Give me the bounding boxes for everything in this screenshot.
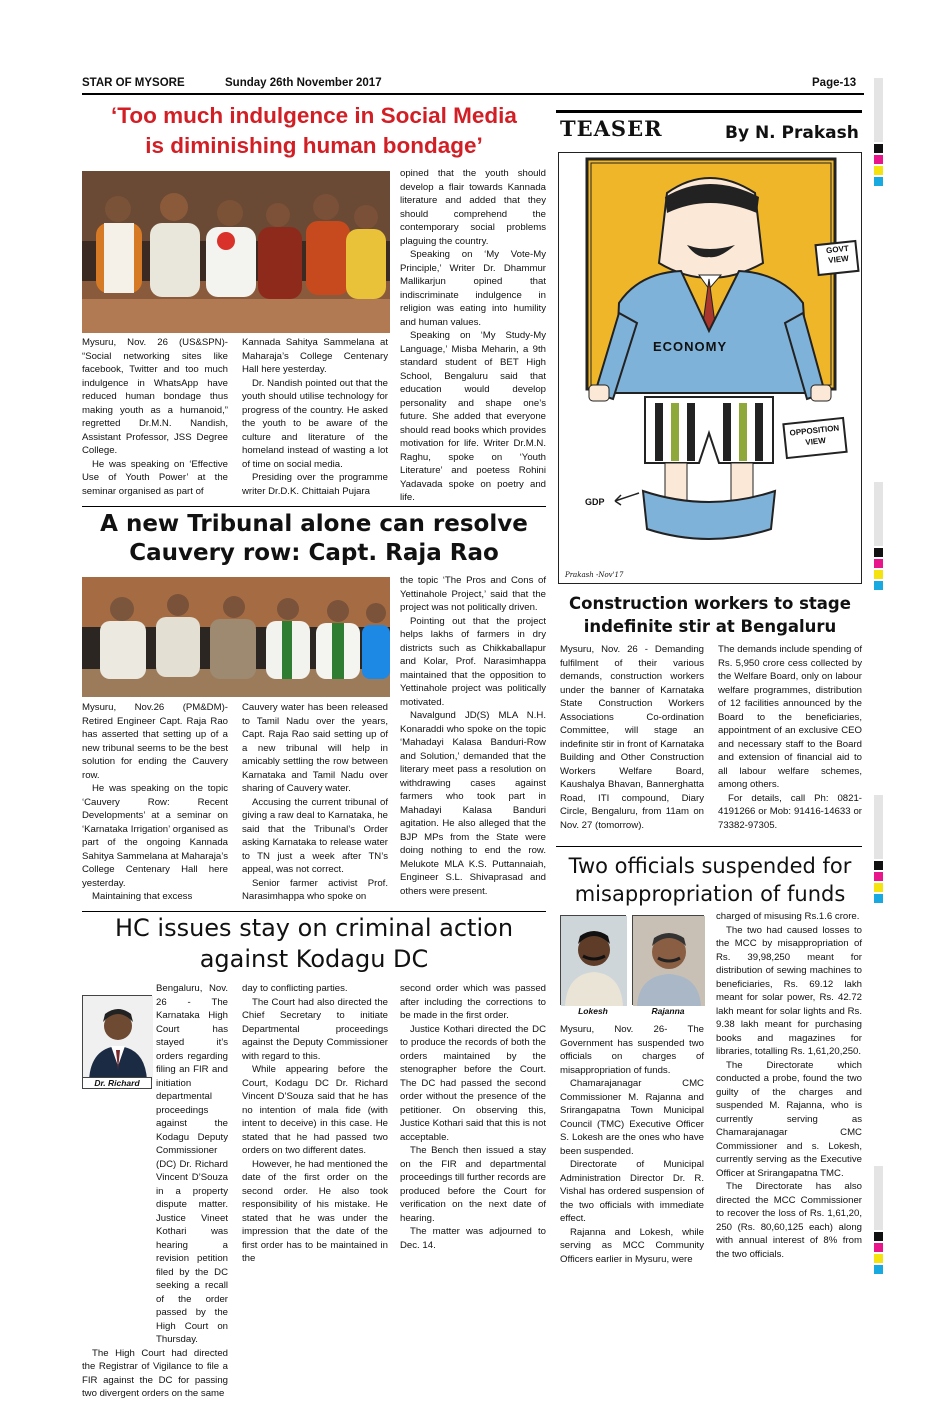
story5-col2-p3: The Directorate which conducted a probe, found the two guilty of the charges and suspended M. Rajanna, who is currently serving as Chamarajanagar CMC Commissioner and s. Lokesh, currently serving as the Executive Officer at Srirangapatna TMC. (716, 1059, 862, 1179)
story5-col2 (716, 910, 862, 1261)
story4-col3-p1: second order which was passed after including the corrections to be made in the first order. (400, 983, 546, 1021)
story1-col1-p1: Mysuru, Nov. 26 (US&SPN)- “Social networking sites like facebook, Twitter and too much indulgence in WhatsApp have reduced human bondage thus making youth as a humanoid,” regretted Dr.M.N. Nandish, Assistant Professor, JSS Degree College. (82, 337, 228, 456)
story4-col2-p2: The Court had also directed the Chief Secretary to initiate Departmental proceedings against the Deputy Commissioner with regard to this. (242, 996, 388, 1062)
story3-divider (556, 846, 862, 847)
story5-col2-p2: The two had caused losses to the MCC by misappropriation of Rs. 39,98,250 meant for distribution of sewing machines to beneficiaries, Rs. 69.12 lakh meant for solar power, Rs. 42.72 lakh meant for solar lights and Rs. 9.38 lakh meant for purchasing books and magazines for libraries, totalling Rs. 1,61,20,250. (716, 924, 862, 1057)
story2-col2-p2: Accusing the current tribunal of giving a raw deal to Karnataka, he said that the Tribunal’s Order asking Karnataka to release water to TN just a week after TN’s appeal, was not correct. (242, 796, 388, 875)
story1-col3-p1: opined that the youth should develop a flair towards Kannada literature and added that they should comprehend the contemporary social problems plaguing the country. (400, 168, 546, 247)
story3-headline-line1: Construction workers to stage (569, 594, 851, 613)
story2-headline-line1: A new Tribunal alone can resolve (100, 511, 528, 537)
story3-col2 (718, 643, 862, 832)
cartoon-signature: Prakash -Nov'17 (565, 571, 624, 579)
story4-col3-p4: The matter was adjourned to Dec. 14. (400, 1226, 546, 1251)
story4-col1-p2: The High Court had directed the Registrar of Vigilance to file a FIR against the DC for passing two divergent orders on the same (82, 1347, 228, 1399)
story2-col1 (82, 701, 228, 904)
story1-headline-line2: is diminishing human bondage’ (145, 133, 483, 158)
story5-headline-line2: misappropriation of funds (574, 882, 846, 906)
story2-col3-p2: Pointing out that the project helps lakhs of farmers in dry districts such as Chikkaballapur and Kolar, Prof. Narasimhappa maintained that the opposition to Yettinahole project was politically motivated. (400, 615, 546, 708)
story5-col1 (560, 1023, 704, 1266)
story2-headline (82, 510, 546, 568)
story5-col2-p1: charged of misusing Rs.1.6 crore. (716, 911, 860, 922)
story3-col1-p1: Mysuru, Nov. 26 - Demanding fulfilment of their various demands, construction workers under the banner of Karnataka State Construction Workers Associations Co-ordination Committee, will stage an indefinite stir in front of Karnataka Building and Other Construction Workers Welfare Board, Kaushalya Bhavan, Bannerghatta Road, ITI compound, Diary Circle, Bengaluru, from 11am on Nov. 27 (tomorrow). (560, 644, 704, 831)
story4-col2-p1: day to conflicting parties. (242, 983, 348, 994)
story2-photo (82, 577, 390, 697)
story1-headline (82, 101, 546, 161)
story2-col3-p1: the topic ‘The Pros and Cons of Yettinahole Project,’ said that the project was not politically driven. (400, 575, 546, 613)
story4-col3-p3: The Bench then issued a stay on the FIR and departmental proceedings till further records are produced before the Court for verification on the next date of hearing. (400, 1145, 546, 1224)
story1-divider (82, 506, 546, 507)
story2-headline-line2: Cauvery row: Capt. Raja Rao (129, 540, 499, 566)
story3-col1 (560, 643, 704, 832)
story3-col2-p1: The demands include spending of Rs. 5,950 crore cess collected by the Welfare Board, only on labour welfare programmes, distribution of 12 facilities announced by the Board to the beneficiaries, appointment of an exclusive CEO and necessary staff to the Board and extension of financial aid to all labour welfare schemes, among others. (718, 644, 863, 790)
story5-photo-lokesh (560, 915, 626, 1005)
story4-col1 (82, 982, 228, 1401)
story5-caption-rajanna: Rajanna (651, 1006, 685, 1016)
teaser-byline: By N. Prakash (725, 123, 859, 143)
masthead-page: Page-13 (812, 77, 857, 89)
story3-col2-p2: For details, call Ph: 0821-4191266 or Mob: 91416-14633 or 73382-97305. (718, 792, 862, 831)
story1-col1-p2: He was speaking on ‘Effective Use of Youth Power’ at the seminar organised as part of (82, 458, 228, 497)
story4-headline (82, 913, 546, 975)
story4-col3 (400, 982, 546, 1252)
story4-col3-p2: Justice Kothari directed the DC to produce the records of both the orders maintained by the stenographer before the Court. The DC had passed the second order without the presence of the petitioner. On observing this, Justice Kothari said that this is not acceptable. (400, 1023, 546, 1143)
story2-col3-p3: Navalgund JD(S) MLA N.H. Konaraddi who spoke on the topic ‘Mahadayi Kalasa Banduri-Row and Solution,’ demanded that the literary meet pass a resolution on withdrawing cases against farmers who took part in Mahadayi Kalasa Banduri agitation. He also alleged that the BJP MPs from the State were doing nothing to end the row. Melukote MLA K.S. Puttannaiah, Engineer S.L. Shivaprasad and others were present. (400, 710, 546, 897)
story1-col2-p1: Kannada Sahitya Sammelana at Maharaja’s College Centenary Hall here yesterday. (242, 337, 388, 375)
story2-col3 (400, 574, 546, 898)
cartoon-label-govt-view: GOVT VIEW (825, 243, 850, 266)
teaser-top-rule (556, 110, 862, 113)
teaser-cartoon (558, 152, 862, 584)
masthead-paper: STAR OF MYSORE (82, 77, 185, 89)
story1-col2-p2: Dr. Nandish pointed out that the youth should utilise technology for progress of the country. He asked the youth to be aware of the culture and literature of the homeland instead of wasting a lot of time on social media. (242, 377, 388, 470)
story5-col2-p4: The Directorate has also directed the MCC Commissioner to recover the loss of Rs. 1,61,20, 250 (Rs. 80,60,125 each) along with annual interest of 8% from the two officials. (716, 1181, 862, 1260)
story3-headline (556, 592, 864, 638)
story2-col2 (242, 701, 388, 904)
story1-col3-p2: Speaking on ‘My Vote-My Principle,’ Writer Dr. Dhammur Mallikarjun opined that indiscriminate indulgence in religion was eating into humility and human values. (400, 249, 546, 328)
cartoon-label-gdp: GDP (585, 497, 605, 507)
story1-col2 (242, 336, 388, 498)
cartoon-label-opposition-view: OPPOSITION VIEW (789, 423, 840, 448)
story1-col3 (400, 167, 546, 505)
story4-col2 (242, 982, 388, 1266)
story5-col1-p2: Chamarajanagar CMC Commissioner M. Rajanna and Srirangapatna Town Municipal Council (TMC) Executive Officer S. Lokesh are the ones who have been suspended. (560, 1078, 704, 1157)
story1-col1 (82, 336, 228, 498)
story5-photo-rajanna (632, 915, 704, 1005)
story5-headline (556, 852, 864, 908)
story2-col2-p3: Senior farmer activist Prof. Narasimhappa who spoke on (242, 877, 388, 902)
story1-photo (82, 171, 390, 333)
story5-col1-p1: Mysuru, Nov. 26- The Government has suspended two officials on charges of misappropriation of funds. (560, 1024, 704, 1076)
story4-photo-caption: Dr. Richard (82, 1077, 152, 1089)
masthead-rule (82, 93, 864, 95)
masthead-date: Sunday 26th November 2017 (225, 77, 382, 89)
story1-col2-p3: Presiding over the programme writer Dr.D.K. Chittaiah Pujara (242, 472, 388, 497)
story5-caption-lokesh: Lokesh (578, 1006, 608, 1016)
story4-headline-line2: against Kodagu DC (199, 945, 429, 973)
story5-col1-p4: Rajanna and Lokesh, while serving as MCC Community Officers earlier in Mysuru, were (560, 1226, 704, 1265)
story4-col2-p4: However, he had mentioned the date of the first order on the second order. He also took responsibility of his mistake. He stated that he was under the impression that the date of the first order has to be maintained in the (242, 1158, 388, 1264)
story2-divider (82, 911, 546, 912)
teaser-title: TEASER (560, 116, 663, 141)
story1-headline-line1: ‘Too much indulgence in Social Media (111, 103, 517, 128)
story2-col1-p1: Mysuru, Nov.26 (PM&DM)- Retired Engineer Capt. Raja Rao has asserted that setting up of a new tribunal seems to be the best solution for ending the Cauvery row. (82, 702, 228, 781)
story4-col2-p3: While appearing before the Court, Kodagu DC Dr. Richard Vincent D’Souza said that he has no intention of mala fide (with intent to deceive) in this case. He stated that he had passed two orders on two different dates. (242, 1064, 388, 1156)
story5-col1-p3: Directorate of Municipal Administration Director Dr. R. Vishal has ordered suspension of the two officials with immediate effect. (560, 1159, 704, 1224)
cartoon-label-economy: ECONOMY (653, 339, 728, 354)
story3-headline-line2: indefinite stir at Bengaluru (583, 617, 837, 636)
story2-col2-p1: Cauvery water has been released to Tamil Nadu over the years, Capt. Raja Rao said setting up of a new tribunal will help in amicably settling the row between Karnataka and Tamil Nadu over sharing of Cauvery water. (242, 702, 388, 794)
story4-col1-dateline: Bengaluru, Nov. 26 - The Karnataka High Court has stayed it’s orders regarding filing an FIR and initiation departmental proceedings against the Kodagu Deputy Commissioner (DC) Dr. Richard Vincent D’Souza in a property dispute matter. Justice Vineet Kothari was hearing a revision petition filed by the DC seeking a recall of the order passed by the High Court on Thursday. (156, 983, 228, 1345)
story1-col3-p3: Speaking on ‘My Study-My Language,’ Misba Meharin, a 9th standard student of BET High School, Bengaluru said that education would develop personality and shape one’s future. She added that everyone should read books which provides motivation for life. Writer Dr.M.N. Raghu, spoke on ‘Youth Literature’ and poetess Rohini Yadavada spoke on poetry and life. (400, 330, 546, 503)
story5-headline-line1: Two officials suspended for (568, 854, 852, 878)
story2-col1-p3: Maintaining that excess (92, 891, 193, 902)
story2-col1-p2: He was speaking on the topic ‘Cauvery Row: Recent Developments’ at a seminar on ‘Karnataka Irrigation’ organised as part of the ongoing Kannada Sahitya Sammelana at Maharaja’s College Centenary Hall here yesterday. (82, 783, 228, 889)
story4-headline-line1: HC issues stay on criminal action (114, 914, 514, 942)
